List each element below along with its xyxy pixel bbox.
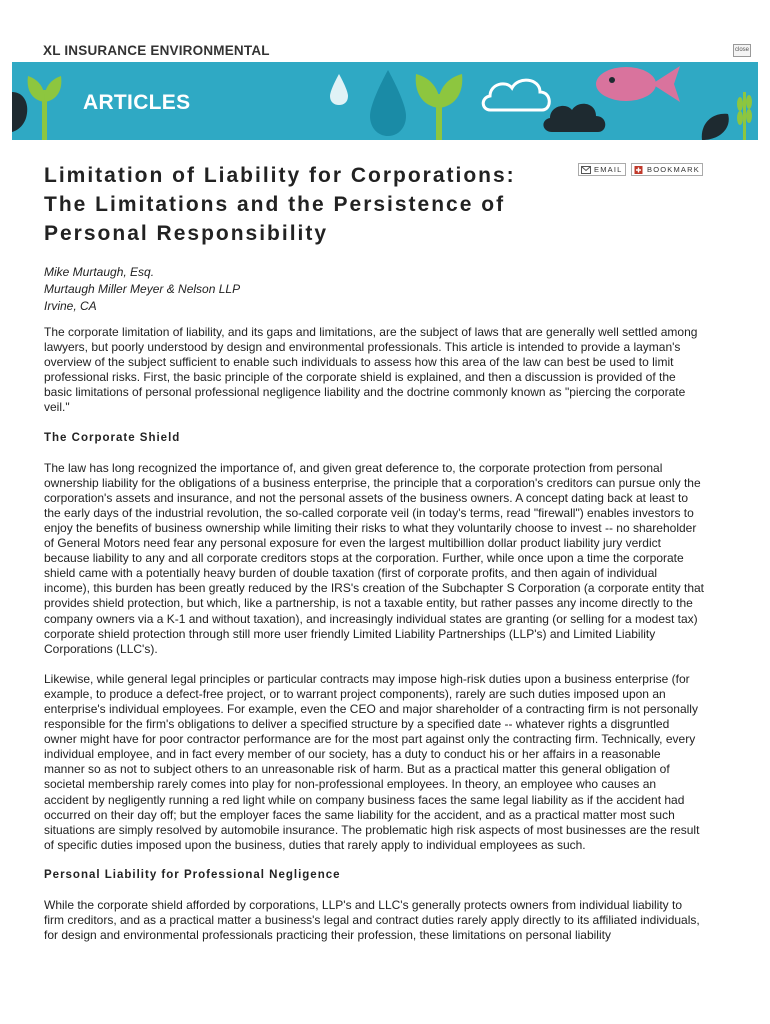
- articles-banner: [12, 62, 758, 140]
- intro-paragraph: The corporate limitation of liability, and its gaps and limitations, are the subject of laws that are generally well settled among lawyers, but poorly understood by design and environmental professionals. This article is intended to provide a layman's overview of the subject sufficient to enable such individuals to assess how this area of the law can best be used to limit professional risks. First, the basic principle of the corporate shield is explained, and then a discussion is provided of the basic limitations of personal professional negligence liability and the doctrine commonly known as "piercing the corporate veil.": [44, 325, 698, 415]
- section-heading: The Corporate Shield: [44, 431, 181, 444]
- fish-eye-icon: [609, 77, 615, 83]
- leaf-icon: [12, 92, 27, 132]
- body-paragraph: While the corporate shield afforded by corporations, LLP's and LLC's generally protects owners from individual liability to firm creditors, and as a practical matter a business's legal and contract duties rarely apply directly to its affiliated individuals, for design and environmental professionals practicing their profession, these limitations on personal liability: [44, 897, 700, 943]
- banner-title: ARTICLES: [83, 91, 191, 114]
- body-paragraph: The law has long recognized the importance of, and given great deference to, the corporate protection from personal ownership liability for the obligations of a business enterprise, the principle that a corporation's creditors can pursue only the corporation's assets and insurance, and not the personal assets of the business owners. A concept dating back at least to the early days of the industrial revolution, the so-called corporate veil (in today's terms, read "firewall") enables investors to enjoy the benefits of business ownership while limiting their risks to what they voluntarily choose to invest -- no shareholder of General Motors need fear any personal exposure for even the largest multibillion dollar product liability jury verdict because liability to any and all corporate creditors stops at the corporation. Further, while once upon a time the corporate shield came with a potentially heavy burden of double taxation (first of corporate profits, and then again of individual income), this burden has been greatly reduced by the IRS's creation of the Subchapter S Corporation (a corporate entity that provides shield protection, but which, like a partnership, is not a taxable entity, but rather passes any income directly to the company owners via a K-1 and without taxation), and increasingly individual states are granting (or selling for a modest tax) corporate shield protection through still more user friendly Limited Liability Partnerships (LLP's) and Limited Liability Corporations (LLC's).: [44, 460, 704, 656]
- sprout-icon: [28, 76, 62, 140]
- bookmark-button[interactable]: [631, 163, 703, 176]
- cloud-icon: [543, 104, 605, 132]
- article-title: Limitation of Liability for Corporations: The Limitations and the Persistence of Personal Responsibility: [44, 164, 516, 245]
- section-heading: Personal Liability for Professional Negligence: [44, 868, 341, 881]
- article-body: [44, 325, 704, 958]
- body-paragraph: Likewise, while general legal principles or particular contracts may impose high-risk duties upon a business enterprise (for example, to produce a defect-free project, or to warrant project components), rarely are such duties imposed upon an enterprise's individual employees. For example, even the CEO and major shareholder of a contracting firm is not personally responsible for the firm's obligations to deliver a specified structure by a specified date -- whatever rights a disgruntled owner might have for poor contractor performance are for the most part against only the contracting firm. Technically, every individual employee, and in fact every member of our society, has a duty to conduct his or her affairs in a reasonable manner so as not to subject others to an unreasonable risk of harm. But as a practical matter this general obligation of societal membership rarely comes into play for non-professional employees. In theory, an employee who causes an accident by negligently running a red light while on company business faces the same legal liability as if the accident had occurred on their day off; but the employer faces the same liability for the accident, and as a practical matter most such situations are simply resolved by automobile insurance. The problematic high risk aspects of most businesses are the result of specific duties imposed upon the business, duties that rarely apply to individual employees as such.: [44, 671, 700, 852]
- leaf-icon: [702, 114, 729, 140]
- fish-icon: [596, 66, 680, 102]
- envelope-icon: [581, 166, 591, 174]
- sprout-icon: [416, 74, 463, 140]
- bookmark-label: BOOKMARK: [647, 165, 700, 174]
- author-name: Mike Murtaugh, Esq.: [44, 265, 155, 279]
- water-drop-icon: [370, 70, 406, 136]
- author-block: [44, 264, 240, 315]
- email-button[interactable]: [578, 163, 626, 176]
- author-firm: Murtaugh Miller Meyer & Nelson LLP: [44, 282, 241, 296]
- sprout-icon: [737, 92, 752, 140]
- email-label: EMAIL: [594, 165, 623, 174]
- author-location: Irvine, CA: [44, 299, 97, 313]
- cloud-icon: [483, 80, 549, 110]
- brand-logo-text: XL INSURANCE ENVIRONMENTAL: [43, 43, 270, 58]
- water-drop-icon: [330, 74, 348, 105]
- plus-icon: [634, 166, 644, 174]
- close-button[interactable]: close: [733, 44, 751, 57]
